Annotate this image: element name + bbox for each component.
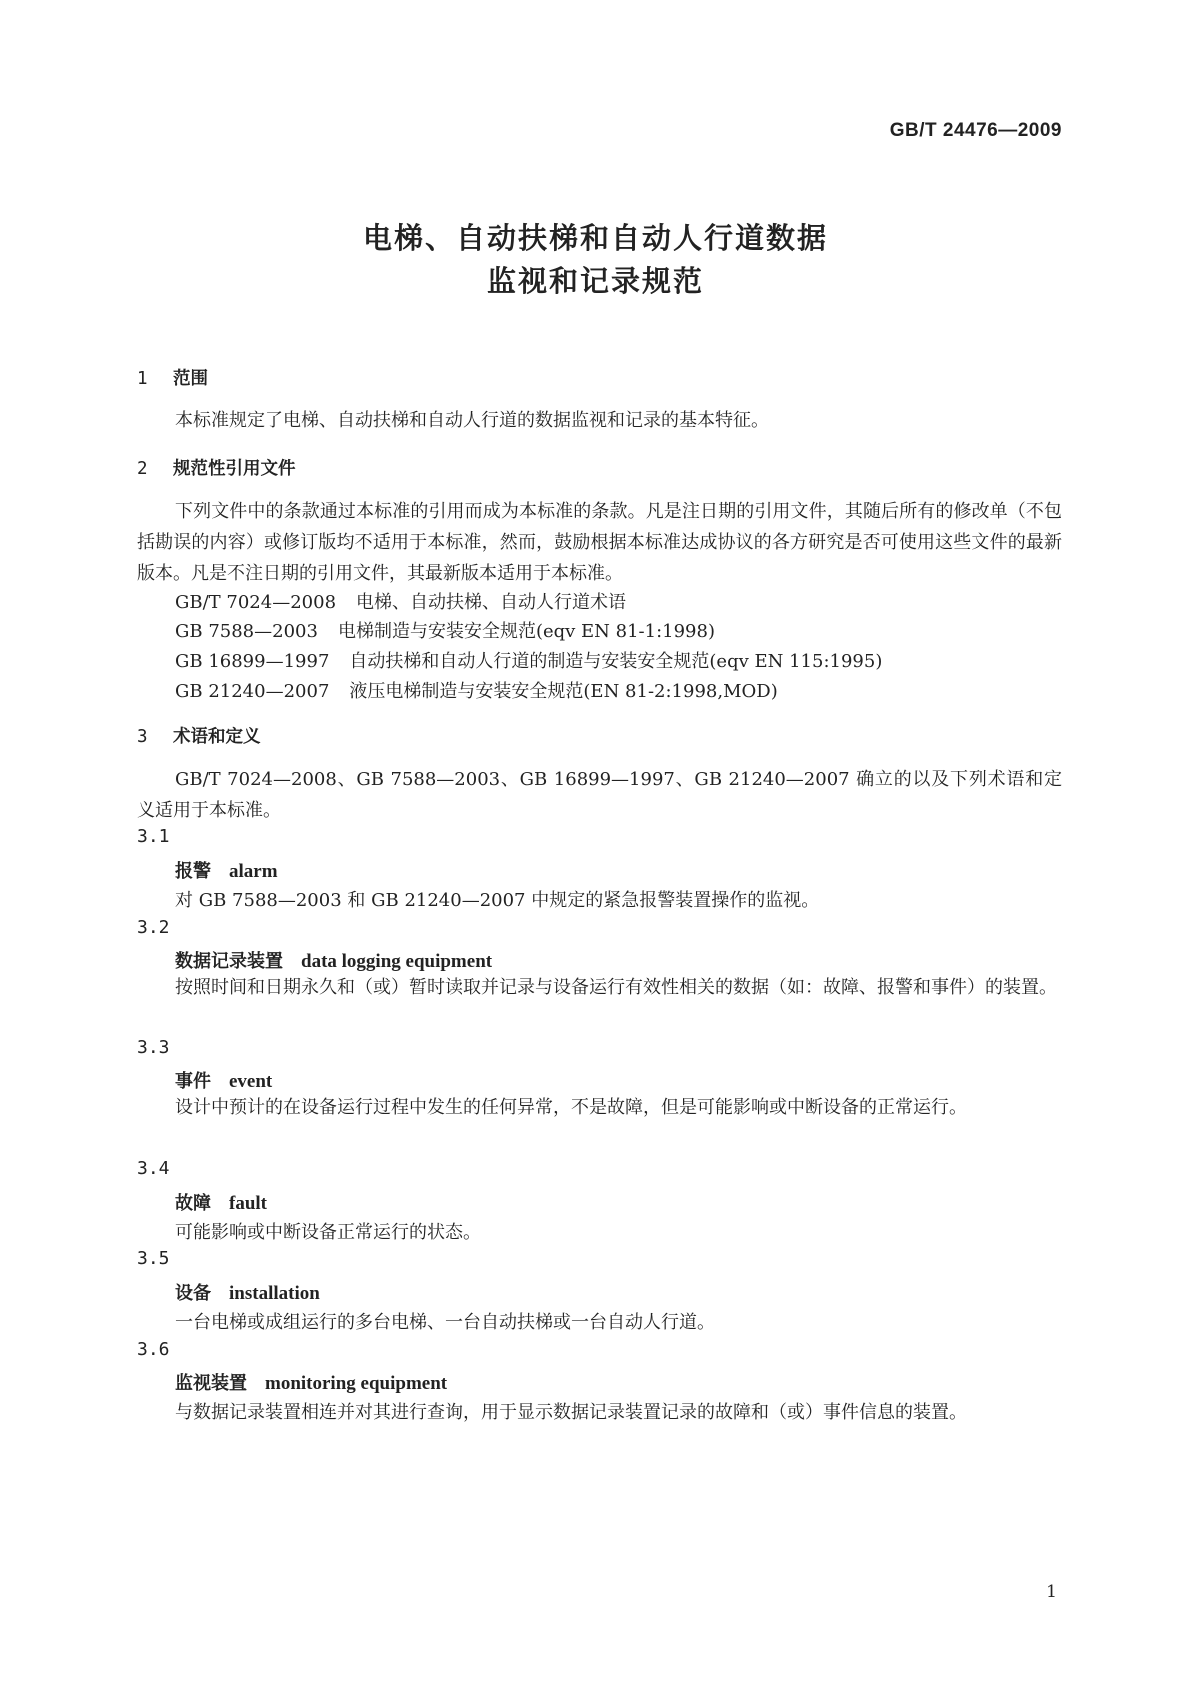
- reference-name: 电梯制造与安装安全规范(eqv EN 81-1:1998): [337, 621, 715, 642]
- term-en: event: [229, 1071, 273, 1092]
- section-3-heading: [137, 723, 261, 748]
- section-title: 术语和定义: [173, 727, 261, 747]
- term-en: alarm: [229, 861, 278, 882]
- term-en: monitoring equipment: [265, 1373, 448, 1394]
- term-heading: [175, 1279, 320, 1305]
- clause-number: 3.6: [137, 1339, 170, 1360]
- term-heading: [175, 1189, 267, 1215]
- section-1-text: 本标准规定了电梯、自动扶梯和自动人行道的数据监视和记录的基本特征。: [175, 410, 769, 431]
- reference-code: GB 7588—2003: [175, 621, 318, 642]
- term-definition: 按照时间和日期永久和（或）暂时读取并记录与设备运行有效性相关的数据（如：故障、报警和事件）的装置。: [175, 977, 1057, 998]
- clause-number: 3.3: [137, 1037, 170, 1058]
- document-title-line-1: 电梯、自动扶梯和自动人行道数据: [362, 221, 828, 255]
- reference-item: [175, 647, 882, 673]
- term-en: fault: [229, 1193, 267, 1214]
- clause-number: 3.2: [137, 917, 170, 938]
- reference-code: GB/T 7024—2008: [175, 592, 337, 613]
- reference-name: 自动扶梯和自动人行道的制造与安装安全规范(eqv EN 115:1995): [349, 651, 883, 672]
- reference-code: GB 21240—2007: [175, 681, 330, 702]
- section-title: 范围: [173, 369, 208, 389]
- reference-item: [175, 617, 715, 643]
- term-definition: 与数据记录装置相连并对其进行查询，用于显示数据记录装置记录的故障和（或）事件信息的装置。: [175, 1402, 967, 1423]
- term-heading: [175, 857, 278, 883]
- reference-item: [175, 588, 626, 614]
- clause-number: 3.5: [137, 1248, 170, 1269]
- section-3-text: GB/T 7024—2008、GB 7588—2003、GB 16899—1997、GB 21240—2007 确立的以及下列术语和定义适用于本标准。: [137, 769, 1062, 821]
- term-definition: 对 GB 7588—2003 和 GB 21240—2007 中规定的紧急报警装置操作的监视。: [175, 890, 820, 911]
- term-zh: 事件: [175, 1071, 211, 1092]
- term-zh: 故障: [175, 1193, 211, 1214]
- term-zh: 数据记录装置: [175, 951, 283, 972]
- term-heading: [175, 947, 492, 973]
- page-number: 1: [1046, 1582, 1057, 1602]
- clause-number: 3.1: [137, 826, 170, 847]
- term-zh: 设备: [175, 1283, 211, 1304]
- document-code: GB/T 24476—2009: [889, 120, 1062, 141]
- section-number: 3: [137, 727, 148, 747]
- reference-item: [175, 677, 778, 703]
- section-2-text: 下列文件中的条款通过本标准的引用而成为本标准的条款。凡是注日期的引用文件，其随后所有的修改单（不包括勘误的内容）或修订版均不适用于本标准，然而，鼓励根据本标准达成协议的各方研究是否可使用这些文件的最新版本。凡是不注日期的引用文件，其最新版本适用于本标准。: [137, 501, 1062, 584]
- clause-number: 3.4: [137, 1158, 170, 1179]
- reference-name: 液压电梯制造与安装安全规范(EN 81-2:1998,MOD): [349, 681, 778, 702]
- section-number: 2: [137, 459, 148, 479]
- section-title: 规范性引用文件: [173, 459, 296, 479]
- term-definition: 可能影响或中断设备正常运行的状态。: [175, 1222, 481, 1243]
- reference-code: GB 16899—1997: [175, 651, 330, 672]
- section-number: 1: [137, 369, 148, 389]
- term-en: data logging equipment: [301, 951, 493, 972]
- term-definition: 设计中预计的在设备运行过程中发生的任何异常，不是故障，但是可能影响或中断设备的正常运行。: [175, 1097, 967, 1118]
- term-zh: 报警: [175, 861, 211, 882]
- term-heading: [175, 1067, 272, 1093]
- section-1-heading: [137, 365, 208, 390]
- term-en: installation: [229, 1283, 320, 1304]
- term-heading: [175, 1369, 447, 1395]
- term-zh: 监视装置: [175, 1373, 247, 1394]
- reference-name: 电梯、自动扶梯、自动人行道术语: [356, 592, 627, 613]
- document-title-line-2: 监视和记录规范: [486, 264, 704, 298]
- term-definition: 一台电梯或成组运行的多台电梯、一台自动扶梯或一台自动人行道。: [175, 1312, 715, 1333]
- section-2-heading: [137, 455, 296, 480]
